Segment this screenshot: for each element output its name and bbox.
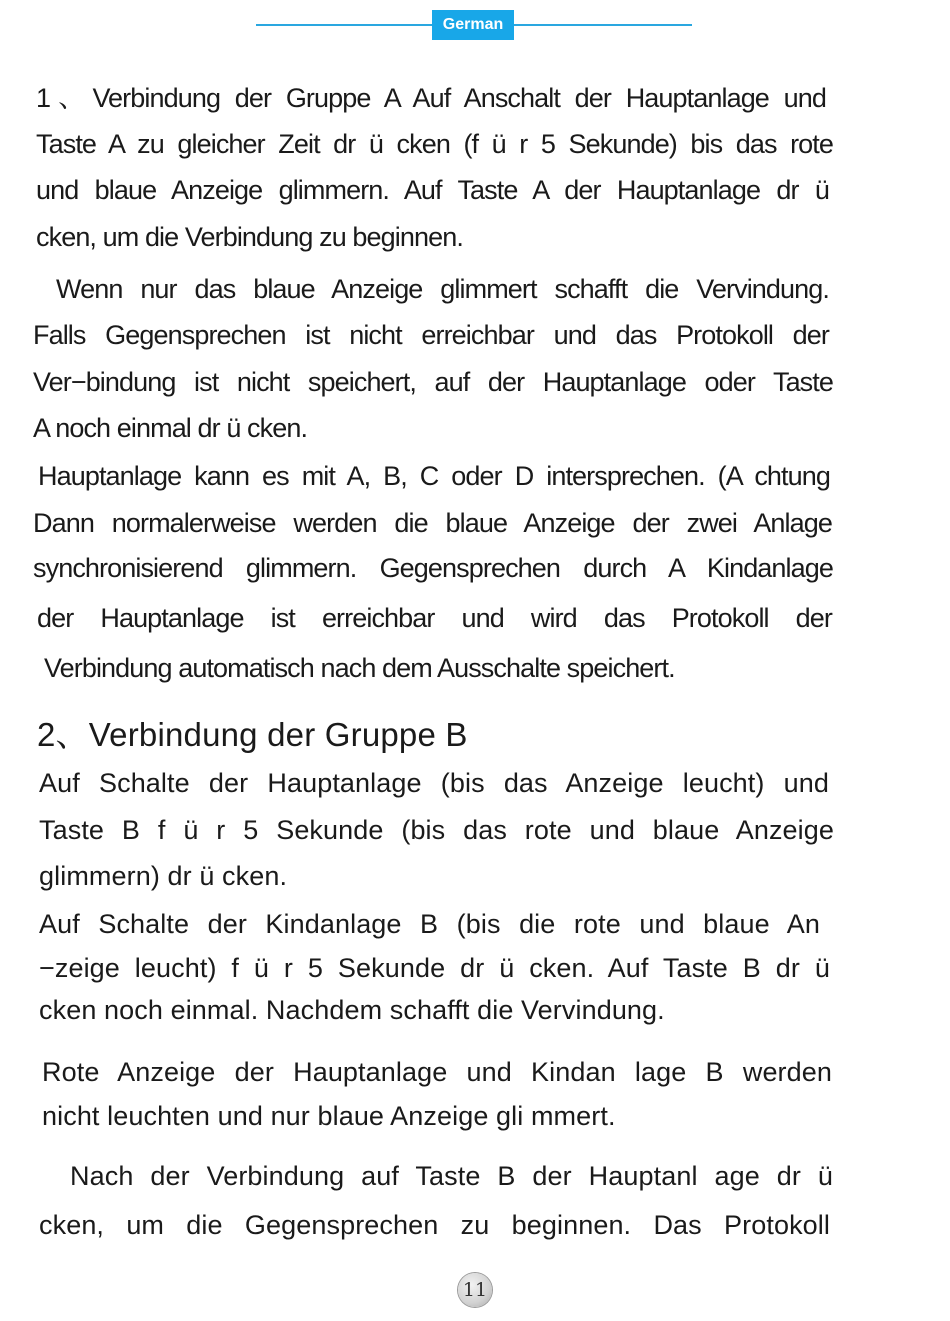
section-heading: 2、Verbindung der Gruppe B — [37, 716, 468, 753]
paragraph-line: und blaue Anzeige glimmern. Auf Taste A der Hauptanlage dr ü — [36, 175, 829, 205]
paragraph-line: cken, um die Verbindung zu beginnen. — [36, 222, 463, 252]
page-number: 11 — [458, 1273, 492, 1307]
paragraph-line: Taste A zu gleicher Zeit dr ü cken (f ü r 5 Sekunde) bis das rote — [36, 129, 833, 159]
paragraph-line: Taste B f ü r 5 Sekunde (bis das rote und blaue Anzeige — [39, 815, 834, 845]
paragraph-line: A noch einmal dr ü cken. — [33, 413, 308, 443]
header-rule-right — [514, 24, 692, 26]
header-rule-left — [256, 24, 432, 26]
paragraph-line: Rote Anzeige der Hauptanlage und Kindan lage B werden — [42, 1057, 832, 1087]
paragraph-line: Auf Schalte der Kindanlage B (bis die rote und blaue An — [39, 909, 820, 939]
paragraph-line: Hauptanlage kann es mit A, B, C oder D intersprechen. (A chtung — [38, 461, 830, 491]
paragraph-line: Nach der Verbindung auf Taste B der Hauptanl age dr ü — [70, 1161, 833, 1191]
paragraph-line: glimmern) dr ü cken. — [39, 861, 288, 891]
paragraph-line: Verbindung automatisch nach dem Ausschalte speichert. — [44, 653, 675, 683]
paragraph-line: synchronisierend glimmern. Gegensprechen durch A Kindanlage — [33, 553, 833, 583]
paragraph-line: Wenn nur das blaue Anzeige glimmert schafft die Vervindung. — [56, 274, 829, 304]
paragraph-line: −zeige leucht) f ü r 5 Sekunde dr ü cken. Auf Taste B dr ü — [39, 953, 830, 983]
paragraph-line: der Hauptanlage ist erreichbar und wird das Protokoll der — [37, 603, 832, 633]
paragraph-line: Falls Gegensprechen ist nicht erreichbar und das Protokoll der — [33, 320, 829, 350]
paragraph-line: Auf Schalte der Hauptanlage (bis das Anzeige leucht) und — [39, 768, 829, 798]
paragraph-line: Dann normalerweise werden die blaue Anzeige der zwei Anlage — [33, 508, 832, 538]
paragraph-line: Ver−bindung ist nicht speichert, auf der Hauptanlage oder Taste — [33, 367, 833, 397]
paragraph-line: cken, um die Gegensprechen zu beginnen. Das Protokoll — [39, 1210, 830, 1240]
language-badge: German — [432, 10, 514, 40]
paragraph-line: cken noch einmal. Nachdem schafft die Vervindung. — [39, 995, 665, 1025]
paragraph-line: nicht leuchten und nur blaue Anzeige gli mmert. — [42, 1101, 616, 1131]
paragraph-line: 1、Verbindung der Gruppe A Auf Anschalt der Hauptanlage und — [36, 83, 826, 113]
